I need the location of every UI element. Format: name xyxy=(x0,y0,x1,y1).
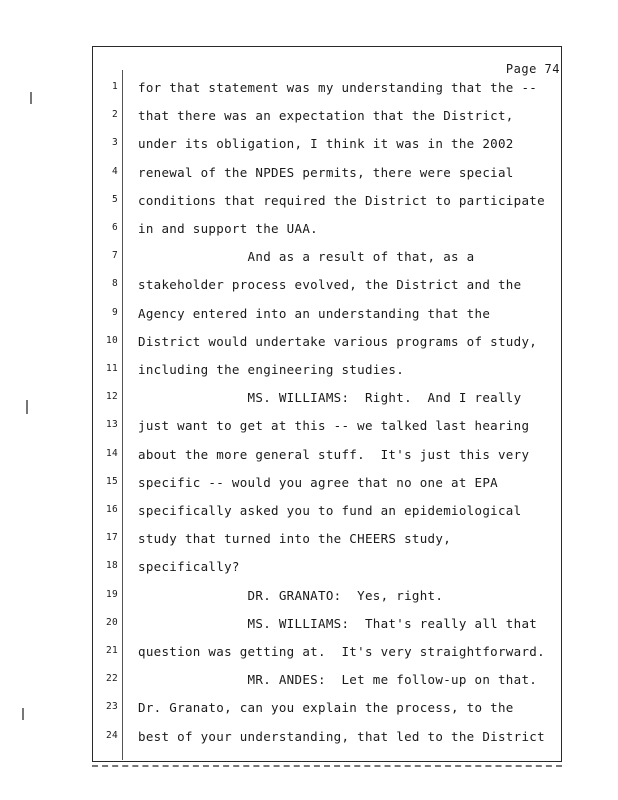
transcript-line xyxy=(100,588,555,608)
transcript-line xyxy=(100,193,555,213)
line-number: 3 xyxy=(111,137,118,149)
line-number: 20 xyxy=(105,616,118,628)
transcript-line xyxy=(100,306,555,326)
line-text: MR. ANDES: Let me follow-up on that. xyxy=(138,672,538,688)
line-text: renewal of the NPDES permits, there were special xyxy=(138,164,514,180)
line-text: study that turned into the CHEERS study, xyxy=(138,531,452,547)
line-text: specifically? xyxy=(138,559,240,575)
line-text: under its obligation, I think it was in the 2002 xyxy=(138,136,514,152)
line-text: DR. GRANATO: Yes, right. xyxy=(138,587,444,603)
page-bottom-rule xyxy=(92,765,562,771)
transcript-line xyxy=(100,334,555,354)
transcript-line xyxy=(100,503,555,523)
line-text: Agency entered into an understanding that the xyxy=(138,305,491,321)
transcript-line xyxy=(100,80,555,100)
transcript-line xyxy=(100,418,555,438)
line-number: 12 xyxy=(105,391,118,403)
line-number: 13 xyxy=(105,419,118,431)
line-text: Dr. Granato, can you explain the process, to the xyxy=(138,700,514,716)
line-number: 9 xyxy=(111,306,118,318)
line-text: about the more general stuff. It's just this very xyxy=(138,446,530,462)
transcript-line xyxy=(100,136,555,156)
line-number: 6 xyxy=(111,222,118,233)
transcript-line xyxy=(100,700,555,720)
line-number: 23 xyxy=(105,701,118,713)
line-text: And as a result of that, as a xyxy=(138,249,475,265)
line-number: 19 xyxy=(105,588,118,600)
margin-mark xyxy=(26,400,28,414)
line-text: MS. WILLIAMS: That's really all that xyxy=(138,615,538,631)
transcript-line xyxy=(100,447,555,467)
line-number: 10 xyxy=(105,334,118,346)
line-number: 18 xyxy=(105,560,118,572)
transcript-line xyxy=(100,108,555,128)
line-text: question was getting at. It's very straightforward. xyxy=(138,644,545,659)
line-text: specifically asked you to fund an epidemiological xyxy=(138,503,522,518)
transcript-line xyxy=(100,249,555,269)
line-text: specific -- would you agree that no one at EPA xyxy=(138,474,498,490)
transcript-line xyxy=(100,221,555,241)
line-number: 5 xyxy=(111,193,118,205)
line-text: in and support the UAA. xyxy=(138,221,318,236)
line-text: best of your understanding, that led to the District xyxy=(138,728,545,744)
transcript-line xyxy=(100,475,555,495)
line-number: 14 xyxy=(105,447,118,459)
line-number: 17 xyxy=(105,532,118,544)
transcript-line xyxy=(100,362,555,382)
line-text: just want to get at this -- we talked last hearing xyxy=(138,418,530,434)
line-text: District would undertake various programs of study, xyxy=(138,333,538,349)
line-text: that there was an expectation that the District, xyxy=(138,108,514,124)
transcript-line xyxy=(100,729,555,749)
line-number: 8 xyxy=(111,278,118,290)
line-number: 4 xyxy=(111,165,118,177)
transcript-line xyxy=(100,644,555,664)
transcript-line xyxy=(100,616,555,636)
transcript-line xyxy=(100,672,555,692)
line-number: 22 xyxy=(105,673,118,685)
line-number: 11 xyxy=(105,363,118,374)
line-number: 7 xyxy=(111,250,118,262)
line-number: 2 xyxy=(111,109,118,121)
transcript-line xyxy=(100,165,555,185)
line-number: 24 xyxy=(105,729,118,741)
transcript-line xyxy=(100,277,555,297)
line-text: conditions that required the District to participate xyxy=(138,192,545,208)
line-text: MS. WILLIAMS: Right. And I really xyxy=(138,390,522,406)
line-number: 21 xyxy=(105,645,118,656)
line-number: 15 xyxy=(105,475,118,487)
line-number: 1 xyxy=(111,81,118,92)
margin-mark xyxy=(22,708,24,720)
transcript-line xyxy=(100,531,555,551)
line-text: for that statement was my understanding that the -- xyxy=(138,80,538,95)
line-number: 16 xyxy=(105,504,118,515)
page-number: Page 74 xyxy=(505,62,560,76)
line-text: including the engineering studies. xyxy=(138,362,405,377)
margin-mark xyxy=(30,92,32,104)
line-text: stakeholder process evolved, the District and the xyxy=(138,277,522,293)
transcript-line xyxy=(100,390,555,410)
transcript-line xyxy=(100,559,555,579)
